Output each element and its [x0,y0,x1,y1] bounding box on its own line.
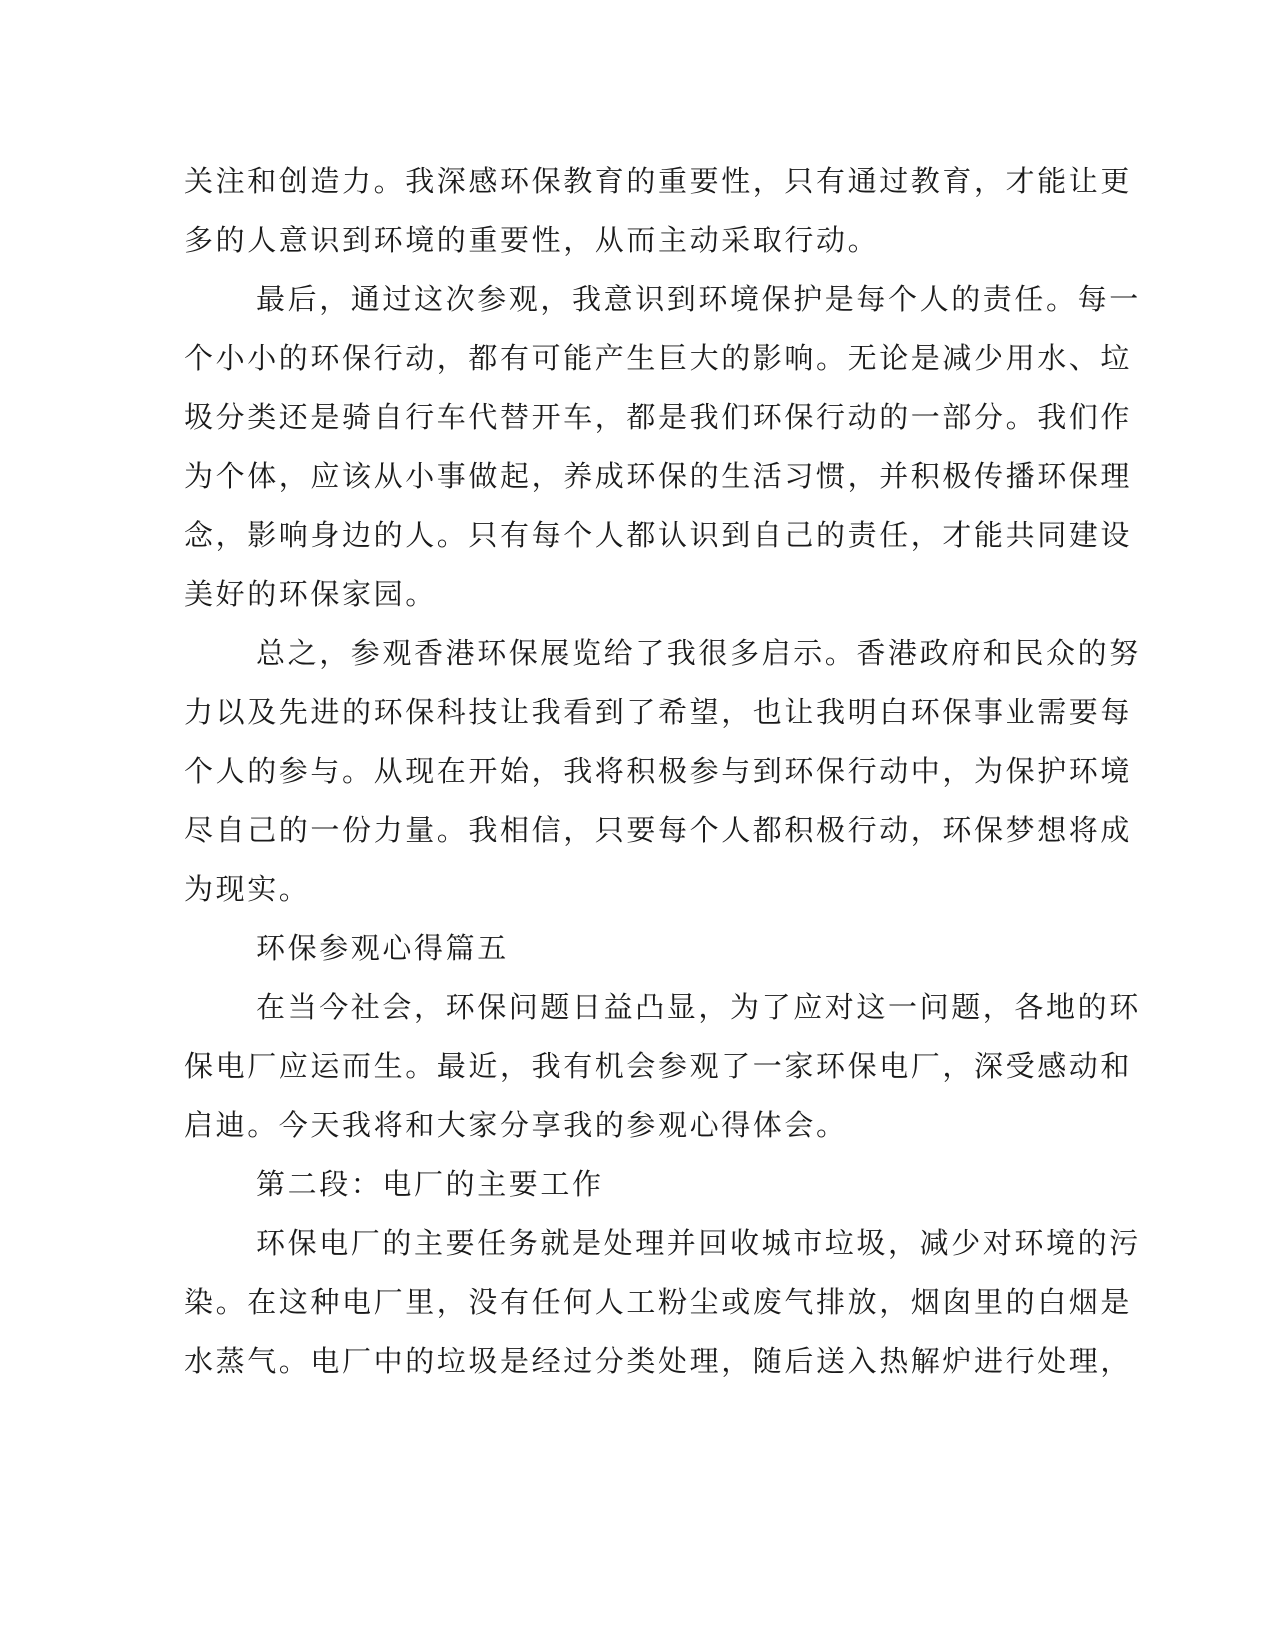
paragraph-line: 为个体，应该从小事做起，养成环保的生活习惯，并积极传播环保理 [184,459,1133,493]
paragraph-line: 圾分类还是骑自行车代替开车，都是我们环保行动的一部分。我们作 [184,400,1133,434]
paragraph-line: 在当今社会，环保问题日益凸显，为了应对这一问题，各地的环 [256,990,1141,1024]
paragraph-line: 念，影响身边的人。只有每个人都认识到自己的责任，才能共同建设 [184,518,1133,552]
paragraph-line: 启迪。今天我将和大家分享我的参观心得体会。 [184,1108,848,1142]
paragraph-line: 力以及先进的环保科技让我看到了希望，也让我明白环保事业需要每 [184,695,1133,729]
paragraph-line: 最后，通过这次参观，我意识到环境保护是每个人的责任。每一 [256,282,1141,316]
paragraph-line: 环保电厂的主要任务就是处理并回收城市垃圾，减少对环境的污 [256,1226,1141,1260]
section-subheading: 第二段：电厂的主要工作 [256,1167,604,1201]
paragraph-line: 为现实。 [184,872,311,906]
paragraph-line: 关注和创造力。我深感环保教育的重要性，只有通过教育，才能让更 [184,164,1133,198]
paragraph-line: 总之，参观香港环保展览给了我很多启示。香港政府和民众的努 [256,636,1141,670]
paragraph-line: 水蒸气。电厂中的垃圾是经过分类处理，随后送入热解炉进行处理， [184,1344,1133,1378]
paragraph-line: 个小小的环保行动，都有可能产生巨大的影响。无论是减少用水、垃 [184,341,1133,375]
section-heading: 环保参观心得篇五 [256,931,509,965]
paragraph-line: 保电厂应运而生。最近，我有机会参观了一家环保电厂，深受感动和 [184,1049,1133,1083]
paragraph-line: 美好的环保家园。 [184,577,437,611]
paragraph-line: 个人的参与。从现在开始，我将积极参与到环保行动中，为保护环境 [184,754,1133,788]
paragraph-line: 染。在这种电厂里，没有任何人工粉尘或废气排放，烟囱里的白烟是 [184,1285,1133,1319]
paragraph-line: 多的人意识到环境的重要性，从而主动采取行动。 [184,223,880,257]
paragraph-line: 尽自己的一份力量。我相信，只要每个人都积极行动，环保梦想将成 [184,813,1133,847]
